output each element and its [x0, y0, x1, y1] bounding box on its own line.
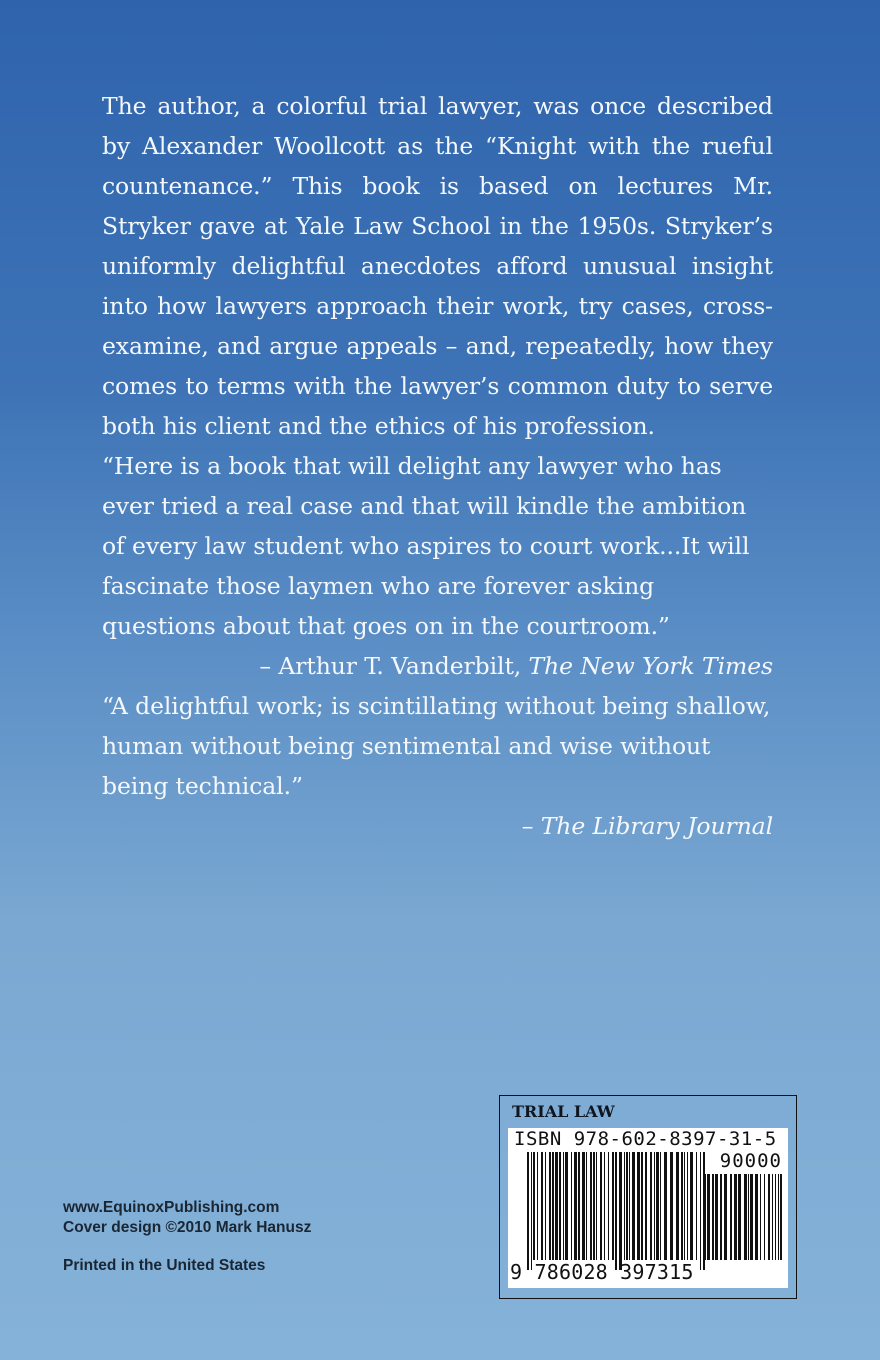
barcode-bar [656, 1152, 659, 1260]
barcode-bar [768, 1174, 770, 1260]
publisher-footer [63, 1198, 311, 1276]
barcode-bar [582, 1152, 585, 1260]
barcode-bar [637, 1152, 640, 1260]
barcode-bar [734, 1174, 737, 1260]
subject-category: TRIAL LAW [512, 1102, 615, 1121]
barcode-bar [578, 1152, 580, 1260]
barcode-bar [712, 1174, 714, 1260]
barcode-bar [541, 1152, 543, 1260]
barcode-bar [615, 1152, 617, 1270]
barcode-bar [596, 1152, 597, 1260]
barcode-bar [660, 1152, 661, 1260]
barcode-bar [586, 1152, 587, 1260]
barcode-bar [537, 1152, 538, 1260]
barcode-bar [565, 1152, 568, 1260]
barcode-bar [738, 1174, 741, 1260]
barcode-bar [780, 1174, 782, 1260]
cover-design-credit: Cover design ©2010 Mark Hanusz [63, 1219, 312, 1236]
review-quote-text: “Here is a book that will delight any lawyer who has ever tried a real case and that will kindle the ambition of every law student who aspires to court work...It will fascinate those laymen who are forever asking questions about that goes on in the courtroom.” [102, 452, 750, 640]
barcode-bar [772, 1174, 773, 1260]
barcode-bar [531, 1152, 532, 1270]
barcode-bar [764, 1174, 765, 1260]
attribution-prefix: – Arthur T. Vanderbilt, [259, 652, 529, 680]
barcode-bar [664, 1152, 667, 1260]
barcode-bar [755, 1174, 758, 1260]
barcode-bar [590, 1152, 592, 1260]
barcode-bar [629, 1152, 630, 1260]
barcode-bar [748, 1174, 749, 1260]
review-attribution [102, 806, 773, 846]
barcode-bar [555, 1152, 558, 1260]
barcode-panel [508, 1128, 788, 1288]
barcode-bar [700, 1152, 701, 1270]
barcode-bar [549, 1152, 551, 1260]
price-code: 90000 [719, 1150, 782, 1172]
barcode-bar [552, 1152, 554, 1260]
barcode-bar [612, 1152, 614, 1260]
barcode-bar [641, 1152, 643, 1260]
barcode-bar [720, 1174, 722, 1260]
barcode-bar [632, 1152, 635, 1260]
barcode-bar [705, 1174, 706, 1260]
review-quote-vanderbilt [102, 446, 773, 686]
barcode-bar [624, 1152, 625, 1260]
barcode-bar [750, 1174, 753, 1260]
barcode-bar [619, 1152, 622, 1270]
attribution-source: The Library Journal [540, 812, 773, 840]
barcode-bar [650, 1152, 652, 1260]
barcode-bar [654, 1152, 655, 1260]
barcode-bar [744, 1174, 747, 1260]
back-cover-blurb: The author, a colorful trial lawyer, was once described by Alexander Woollcott as the “Knight with the rueful countenance.” This book is based on lectures Mr. Stryker gave at Yale Law School in the 1950s. Stryker’s uniformly delightful anecdotes afford unusual insight into how lawyers approach their work, try cases, cross-examine, and argue appeals – and, repeatedly, how they comes to terms with the lawyer’s common duty to serve both his client and the ethics of his profession. [102, 92, 773, 440]
barcode-bar [626, 1152, 628, 1260]
barcode-bar [593, 1152, 595, 1260]
ean-digits: 9 786028 397315 [510, 1260, 694, 1284]
barcode-bar [571, 1152, 572, 1260]
barcode-bar [574, 1152, 577, 1260]
barcode-bar [730, 1174, 732, 1260]
barcode-bar [670, 1152, 673, 1260]
publisher-website: www.EquinoxPublishing.com [63, 1199, 280, 1216]
barcode-bar [724, 1174, 727, 1260]
barcode-bar [645, 1152, 647, 1260]
review-attribution [102, 646, 773, 686]
review-quote-text: “A delightful work; is scintillating without being shallow, human without being sentimental and wise without being technical.” [102, 692, 771, 800]
barcode-bar [778, 1174, 779, 1260]
isbn-number: ISBN 978-602-8397-31-5 [514, 1128, 777, 1150]
barcode-bar [563, 1152, 564, 1260]
barcode-bar [687, 1152, 688, 1260]
addon-barcode-icon [704, 1174, 784, 1270]
barcode-bar [760, 1174, 761, 1260]
barcode-bar [681, 1152, 683, 1260]
attribution-prefix: – [521, 812, 541, 840]
barcode-bar [559, 1152, 561, 1260]
barcode-bar [608, 1152, 609, 1260]
barcode-bar [533, 1152, 535, 1260]
attribution-source: The New York Times [528, 652, 773, 680]
barcode-bar [527, 1152, 529, 1270]
barcode-bar [775, 1174, 776, 1260]
barcode-bar [545, 1152, 546, 1260]
barcode-bar [690, 1152, 693, 1260]
barcode-bar [604, 1152, 605, 1260]
barcode-bar [676, 1152, 679, 1260]
ean-barcode-icon [526, 1152, 706, 1270]
barcode-bar [600, 1152, 602, 1260]
barcode-bar [715, 1174, 718, 1260]
barcode-bar [684, 1152, 685, 1260]
barcode-bar [696, 1152, 697, 1260]
isbn-barcode-box [499, 1095, 797, 1299]
review-quote-library-journal [102, 686, 773, 846]
printed-in-note: Printed in the United States [63, 1257, 266, 1274]
barcode-bar [707, 1174, 710, 1260]
